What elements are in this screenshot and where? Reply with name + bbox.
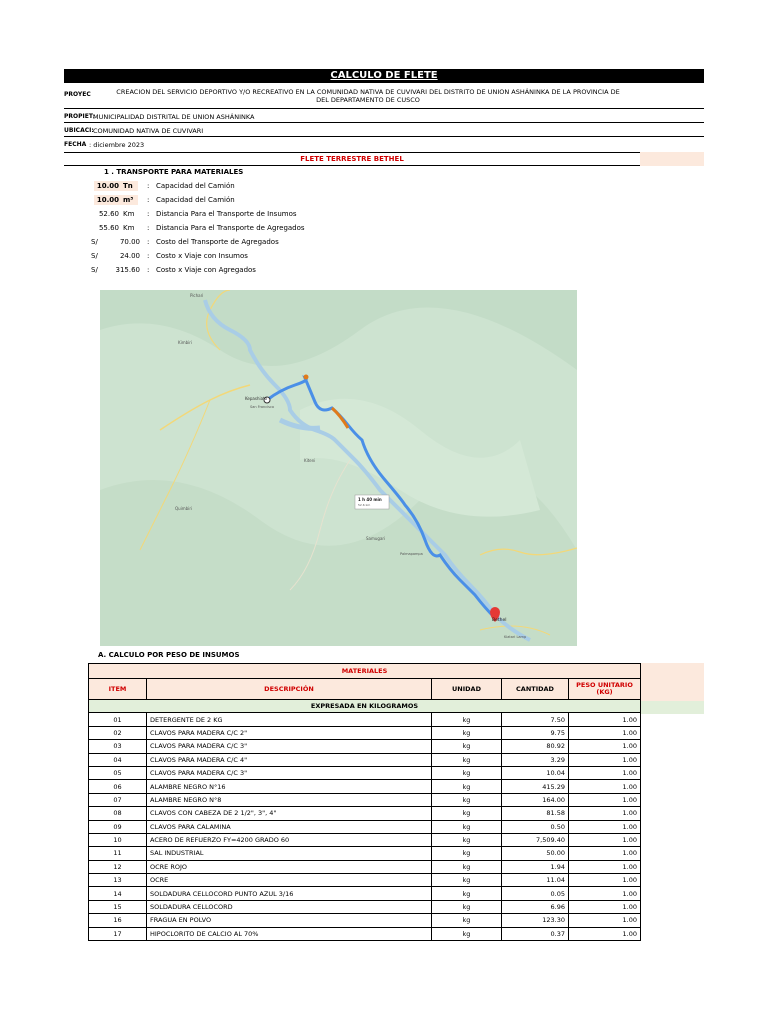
table-row [89, 887, 641, 900]
table-row [89, 833, 641, 846]
table-group-header: MATERIALES [89, 664, 641, 679]
map-route-distance: 52.6 km [358, 503, 371, 507]
table-header-extension [640, 663, 704, 701]
cell-item: 13 [89, 874, 147, 887]
table-row [89, 780, 641, 793]
transport-desc: Costo del Transporte de Agregados [156, 238, 279, 246]
cell-peso: 1.00 [569, 847, 641, 860]
transport-currency: S/ [91, 252, 98, 260]
table-subheader-row [89, 700, 641, 713]
cell-unidad: kg [432, 793, 502, 806]
map-label-top: Pichari [190, 293, 204, 298]
cell-cantidad: 123.30 [502, 914, 569, 927]
transport-colon: : [147, 224, 150, 232]
cell-unidad: kg [432, 833, 502, 846]
cell-desc: ALAMBRE NEGRO N°8 [147, 793, 432, 806]
transport-value [94, 209, 138, 219]
cell-cantidad: 50.00 [502, 847, 569, 860]
transport-colon: : [147, 238, 150, 246]
cell-desc: OCRE ROJO [147, 860, 432, 873]
table-subheader: EXPRESADA EN KILOGRAMOS [89, 700, 641, 713]
transport-colon: : [147, 210, 150, 218]
cell-unidad: kg [432, 726, 502, 739]
cell-desc: CLAVOS PARA MADERA C/C 2" [147, 726, 432, 739]
cell-unidad: kg [432, 780, 502, 793]
transport-number: 10.00 [96, 196, 119, 204]
table-row [89, 740, 641, 753]
ubicacion-value: COMUNIDAD NATIVA DE CUVIVARI [93, 127, 204, 135]
cell-cantidad: 0.37 [502, 927, 569, 940]
cell-item: 05 [89, 766, 147, 779]
cell-cantidad: 11.04 [502, 874, 569, 887]
cell-desc: CLAVOS PARA MADERA C/C 3" [147, 766, 432, 779]
cell-cantidad: 0.50 [502, 820, 569, 833]
table-row [89, 900, 641, 913]
col-peso-header: PESO UNITARIO (KG) [569, 679, 641, 700]
cell-item: 03 [89, 740, 147, 753]
transport-value [94, 181, 138, 191]
cell-desc: ALAMBRE NEGRO N°16 [147, 780, 432, 793]
table-row [89, 726, 641, 739]
cell-peso: 1.00 [569, 713, 641, 726]
transport-unit: Km [123, 224, 135, 232]
fecha-value: : diciembre 2023 [89, 141, 145, 149]
cell-cantidad: 3.29 [502, 753, 569, 766]
transport-desc: Capacidad del Camión [156, 182, 235, 190]
map-label-left-town: Kimbiri [178, 340, 193, 345]
route-map-svg [100, 290, 577, 646]
transport-colon: : [147, 266, 150, 274]
flete-title: FLETE TERRESTRE BETHEL [64, 152, 640, 166]
map-label-dest2: Kiatari Lamp [504, 635, 527, 639]
propietario-label: PROPIET: [64, 113, 96, 120]
cell-item: 01 [89, 713, 147, 726]
cell-peso: 1.00 [569, 900, 641, 913]
cell-desc: ACERO DE REFUERZO FY=4200 GRADO 60 [147, 833, 432, 846]
cell-unidad: kg [432, 753, 502, 766]
cell-desc: FRAGUA EN POLVO [147, 914, 432, 927]
cell-item: 04 [89, 753, 147, 766]
table-subheader-extension [640, 701, 704, 714]
table-row [89, 807, 641, 820]
waypoint-marker [304, 375, 309, 380]
transport-heading: 1 . TRANSPORTE PARA MATERIALES [104, 168, 244, 176]
table-group-row [89, 664, 641, 679]
cell-item: 14 [89, 887, 147, 900]
cell-cantidad: 1.94 [502, 860, 569, 873]
table-row [89, 914, 641, 927]
cell-unidad: kg [432, 860, 502, 873]
transport-desc: Distancia Para el Transporte de Agregados [156, 224, 305, 232]
transport-desc: Distancia Para el Transporte de Insumos [156, 210, 297, 218]
table-row [89, 766, 641, 779]
cell-cantidad: 415.29 [502, 780, 569, 793]
transport-unit: Km [123, 210, 135, 218]
section-a-heading: A. CALCULO POR PESO DE INSUMOS [98, 651, 240, 659]
table-row [89, 753, 641, 766]
cell-peso: 1.00 [569, 780, 641, 793]
flete-bar-extension [640, 152, 704, 166]
cell-item: 15 [89, 900, 147, 913]
table-row [89, 793, 641, 806]
transport-value [94, 223, 138, 233]
cell-cantidad: 80.92 [502, 740, 569, 753]
cell-desc: SOLDADURA CELLOCORD [147, 900, 432, 913]
map-label-mid2: Kiteni [304, 458, 316, 463]
transport-currency: S/ [91, 238, 98, 246]
cell-peso: 1.00 [569, 740, 641, 753]
transport-value [94, 195, 138, 205]
transport-number: 52.60 [98, 210, 119, 218]
map-route-time: 1 h 40 min [358, 497, 382, 502]
map-label-mid1: San Francisco [250, 405, 275, 409]
col-unidad-header: UNIDAD [432, 679, 502, 700]
cell-cantidad: 7.50 [502, 713, 569, 726]
table-row [89, 860, 641, 873]
col-item-header: ITEM [89, 679, 147, 700]
fecha-label: FECHA [64, 141, 87, 148]
map-label-dest: Bethel [492, 618, 507, 623]
cell-desc: SAL INDUSTRIAL [147, 847, 432, 860]
cell-peso: 1.00 [569, 887, 641, 900]
cell-desc: SOLDADURA CELLOCORD PUNTO AZUL 3/16 [147, 887, 432, 900]
transport-value [94, 237, 140, 247]
cell-peso: 1.00 [569, 753, 641, 766]
map-label-lower2: Palmapampa [400, 552, 423, 556]
map-label-lower1: Samugari [366, 536, 386, 541]
transport-unit: m³ [123, 196, 134, 204]
transport-value [94, 251, 140, 261]
proyecto-label: PROYEC [64, 91, 91, 98]
table-row [89, 927, 641, 940]
transport-number: 10.00 [96, 182, 119, 190]
transport-colon: : [147, 196, 150, 204]
cell-desc: OCRE [147, 874, 432, 887]
cell-item: 02 [89, 726, 147, 739]
cell-item: 16 [89, 914, 147, 927]
cell-peso: 1.00 [569, 820, 641, 833]
cell-desc: CLAVOS CON CABEZA DE 2 1/2", 3", 4" [147, 807, 432, 820]
cell-desc: CLAVOS PARA MADERA C/C 3" [147, 740, 432, 753]
table-row [89, 847, 641, 860]
cell-unidad: kg [432, 847, 502, 860]
transport-value [94, 265, 140, 275]
cell-item: 17 [89, 927, 147, 940]
proyecto-line1: CREACION DEL SERVICIO DEPORTIVO Y/O RECREATIVO EN LA COMUNIDAD NATIVA DE CUVIVARI DEL DISTRITO DE UNION ASHÁNINKA DE LA PROVINCIA DE [116, 88, 620, 96]
transport-desc: Capacidad del Camión [156, 196, 235, 204]
col-desc-header: DESCRIPCIÓN [147, 679, 432, 700]
divider [64, 108, 704, 109]
cell-cantidad: 0.05 [502, 887, 569, 900]
cell-unidad: kg [432, 914, 502, 927]
cell-item: 11 [89, 847, 147, 860]
cell-peso: 1.00 [569, 726, 641, 739]
propietario-value: MUNICIPALIDAD DISTRITAL DE UNION ASHÁNINKA [93, 113, 255, 121]
cell-peso: 1.00 [569, 860, 641, 873]
proyecto-line2: DEL DEPARTAMENTO DE CUSCO [316, 96, 420, 104]
cell-item: 12 [89, 860, 147, 873]
map-label-origin: Kepashiato [245, 396, 268, 401]
cell-unidad: kg [432, 874, 502, 887]
divider [64, 136, 704, 137]
route-map [100, 290, 577, 646]
cell-peso: 1.00 [569, 833, 641, 846]
cell-peso: 1.00 [569, 927, 641, 940]
transport-desc: Costo x Viaje con Insumos [156, 252, 248, 260]
transport-unit: Tn [123, 182, 133, 190]
table-row [89, 874, 641, 887]
cell-item: 06 [89, 780, 147, 793]
divider [64, 122, 704, 123]
cell-cantidad: 9.75 [502, 726, 569, 739]
col-cantidad-header: CANTIDAD [502, 679, 569, 700]
ubicacion-label: UBICACI: [64, 127, 94, 134]
table-header-row [89, 679, 641, 700]
proyecto-text [92, 88, 644, 104]
cell-unidad: kg [432, 807, 502, 820]
transport-colon: : [147, 182, 150, 190]
cell-desc: HIPOCLORITO DE CALCIO AL 70% [147, 927, 432, 940]
table-row [89, 820, 641, 833]
cell-peso: 1.00 [569, 766, 641, 779]
transport-currency: S/ [91, 266, 98, 274]
cell-desc: DETERGENTE DE 2 KG [147, 713, 432, 726]
materials-table [88, 663, 641, 941]
transport-number: 315.60 [115, 266, 140, 274]
cell-unidad: kg [432, 740, 502, 753]
cell-unidad: kg [432, 900, 502, 913]
transport-number: 55.60 [98, 224, 119, 232]
transport-number: 70.00 [119, 238, 140, 246]
cell-unidad: kg [432, 766, 502, 779]
cell-item: 07 [89, 793, 147, 806]
cell-cantidad: 6.96 [502, 900, 569, 913]
cell-cantidad: 7,509.40 [502, 833, 569, 846]
map-label-left: Quimbiri [175, 506, 193, 511]
cell-unidad: kg [432, 713, 502, 726]
cell-unidad: kg [432, 887, 502, 900]
cell-unidad: kg [432, 820, 502, 833]
cell-peso: 1.00 [569, 807, 641, 820]
cell-item: 08 [89, 807, 147, 820]
cell-peso: 1.00 [569, 793, 641, 806]
cell-unidad: kg [432, 927, 502, 940]
cell-desc: CLAVOS PARA CALAMINA [147, 820, 432, 833]
cell-peso: 1.00 [569, 914, 641, 927]
cell-cantidad: 10.04 [502, 766, 569, 779]
cell-item: 09 [89, 820, 147, 833]
cell-peso: 1.00 [569, 874, 641, 887]
table-row [89, 713, 641, 726]
cell-cantidad: 81.58 [502, 807, 569, 820]
transport-desc: Costo x Viaje con Agregados [156, 266, 256, 274]
transport-number: 24.00 [119, 252, 140, 260]
cell-desc: CLAVOS PARA MADERA C/C 4" [147, 753, 432, 766]
cell-cantidad: 164.00 [502, 793, 569, 806]
transport-colon: : [147, 252, 150, 260]
cell-item: 10 [89, 833, 147, 846]
page-title: CALCULO DE FLETE [64, 69, 704, 83]
